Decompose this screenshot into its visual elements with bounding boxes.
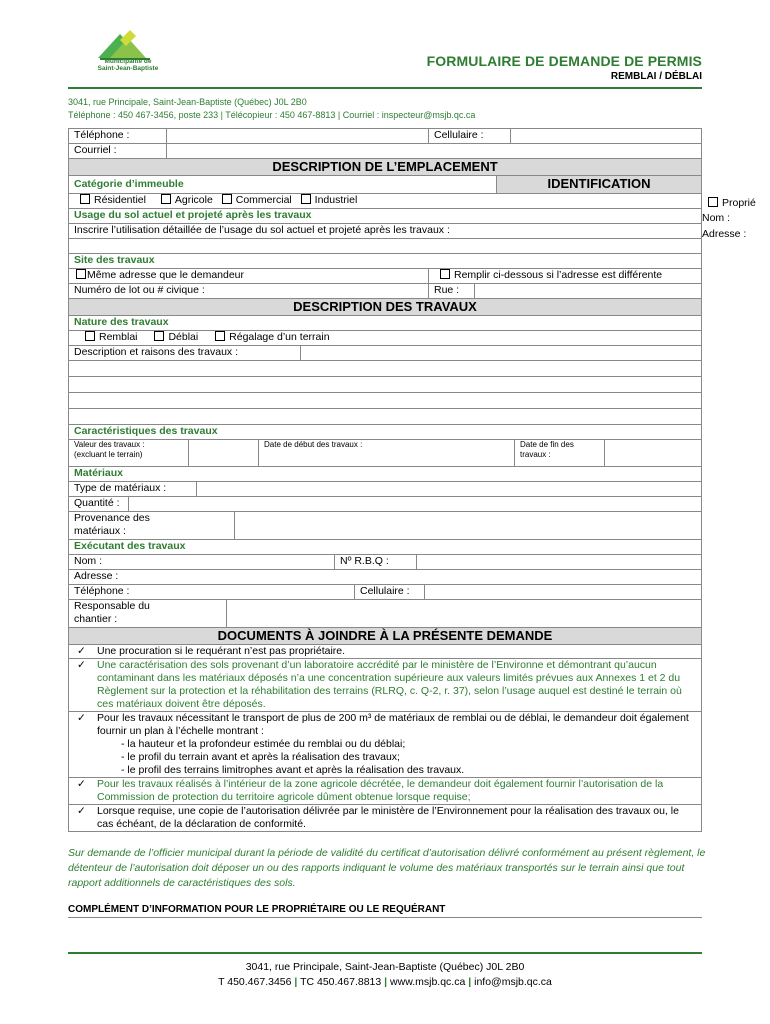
section-documents-header: DOCUMENTS À JOINDRE À LA PRÉSENTE DEMANDE <box>68 628 702 645</box>
check-icon: ✓ <box>77 778 86 790</box>
date-fin-field[interactable] <box>605 440 701 466</box>
row-responsable: Responsable du chantier : <box>68 600 702 628</box>
checkbox-regalage[interactable] <box>215 331 225 341</box>
checkbox-meme-adresse[interactable] <box>76 269 86 279</box>
quantite-field[interactable] <box>129 497 701 511</box>
form-title: FORMULAIRE DE DEMANDE DE PERMIS <box>426 53 702 69</box>
description-line-2[interactable] <box>68 361 702 377</box>
section-emplacement-header: DESCRIPTION DE L’EMPLACEMENT <box>68 159 702 176</box>
doc-item-caracterisation: ✓ Une caractérisation des sols provenant d’un laboratoire accrédité par le ministère de l’Environne et démontrant qu’aucun contaminant dans les matériaux déposés n’a une concentration supérieure aux valeurs limités prévues aux Annexes 1 et 2 du Règlement sur la protection et la réhabilitation des terrains (RLRQ, c. Q-2, r. 37), selon l’usage auquel est destiné le terrain où ces matériaux doivent être déposés. <box>68 659 702 712</box>
checkbox-proprietaire[interactable] <box>708 197 718 207</box>
row-nature-title: Nature des travaux <box>68 316 702 331</box>
responsable-field[interactable] <box>227 600 701 627</box>
email-link[interactable]: info@msjb.qc.ca <box>474 976 552 988</box>
header-divider <box>68 87 702 89</box>
footer: 3041, rue Principale, Saint-Jean-Baptiste (Québec) J0L 2B0 T 450.467.3456 | TC 450.467.8813 | www.msjb.qc.ca | info@msjb.qc.ca <box>218 961 552 988</box>
telephone-field[interactable] <box>167 129 429 143</box>
cellulaire-field[interactable] <box>511 129 701 143</box>
usage-field[interactable] <box>68 239 702 254</box>
side-proprietaire: Proprié <box>702 197 756 209</box>
row-description: Description et raisons des travaux : <box>68 346 702 361</box>
row-site-options: Même adresse que le demandeur Remplir ci-dessous si l’adresse est différente <box>68 269 702 284</box>
row-materiaux-title: Matériaux <box>68 467 702 482</box>
checkbox-deblai[interactable] <box>154 331 164 341</box>
logo-text: Municipalité de Saint-Jean-Baptiste <box>97 58 159 72</box>
rue-field[interactable] <box>475 284 701 298</box>
row-usage-text: Inscrire l’utilisation détaillée de l’usage du sol actuel et projeté après les travaux : <box>68 224 702 239</box>
form-subtitle: REMBLAI / DÉBLAI <box>610 71 702 82</box>
description-line-5[interactable] <box>68 409 702 425</box>
row-numero: Numéro de lot ou # civique : Rue : <box>68 284 702 299</box>
checkbox-agricole[interactable] <box>161 194 171 204</box>
checkbox-residentiel[interactable] <box>80 194 90 204</box>
courriel-field[interactable] <box>167 144 701 158</box>
permit-form <box>68 128 702 832</box>
check-icon: ✓ <box>77 712 86 724</box>
description-line-3[interactable] <box>68 377 702 393</box>
complement-heading: COMPLÉMENT D’INFORMATION POUR LE PROPRIÉTAIRE OU LE REQUÉRANT <box>68 904 702 918</box>
row-caracteristiques-title: Caractéristiques des travaux <box>68 425 702 440</box>
website-link[interactable]: www.msjb.qc.ca <box>390 976 466 988</box>
row-executant-nom: Nom : Nº R.B.Q : <box>68 555 702 570</box>
valeur-field[interactable] <box>189 440 259 466</box>
row-courriel: Courriel : <box>68 144 702 159</box>
description-line-4[interactable] <box>68 393 702 409</box>
type-field[interactable] <box>197 482 701 496</box>
checkbox-remplir[interactable] <box>440 269 450 279</box>
doc-item-cptaq: ✓ Pour les travaux réalisés à l’intérieur de la zone agricole décrétée, le demandeur doit également fournir l’autorisation de la Commission de protection du territoire agricole dûment obtenue lorsque requise; <box>68 778 702 805</box>
row-executant-telephone: Téléphone : Cellulaire : <box>68 585 702 600</box>
check-icon: ✓ <box>77 659 86 671</box>
row-executant-adresse: Adresse : <box>68 570 702 585</box>
side-nom: Nom : <box>702 212 731 224</box>
row-nature-options: Remblai Déblai Régalage d’un terrain <box>68 331 702 346</box>
rbq-field[interactable] <box>417 555 701 569</box>
executant-cellulaire-field[interactable] <box>425 585 701 599</box>
description-field[interactable] <box>301 346 701 360</box>
row-usage-title: Usage du sol actuel et projeté après les travaux <box>68 209 702 224</box>
identification-label: IDENTIFICATION <box>497 176 701 193</box>
doc-item-plan: ✓ Pour les travaux nécessitant le transport de plus de 200 m³ de matériaux de remblai ou de déblai, le demandeur doit également fournir un plan à l’échelle montrant : - la hauteur et la profondeur estimée du remblai ou du déblai; - le profil du terrain avant et après la réalisation des travaux; - le profil des terrains limitrophes avant et après la réalisation des travaux. <box>68 712 702 778</box>
provenance-field[interactable] <box>235 512 701 539</box>
side-adresse: Adresse : <box>702 228 747 240</box>
doc-item-environnement: ✓ Lorsque requise, une copie de l’autorisation délivrée par le ministère de l’Environnement pour la réalisation des travaux ou, le cas échéant, de la déclaration de conformité. <box>68 805 702 832</box>
row-categorie-options: Résidentiel Agricole Commercial Industriel <box>68 194 702 209</box>
row-telephone: Téléphone : Cellulaire : <box>68 128 702 144</box>
row-quantite: Quantité : <box>68 497 702 512</box>
check-icon: ✓ <box>77 805 86 817</box>
validity-note: Sur demande de l’officier municipal durant la période de validité du certificat d’autorisation délivré conformément au présent règlement, le détenteur de l’autorisation doit déposer un ou des rapports indiquant le volume des matériaux transportés sur le terrain ainsi que tout rapport additionnels de caractéristiques des sols. <box>68 847 706 889</box>
row-type: Type de matériaux : <box>68 482 702 497</box>
doc-item-procuration: ✓ Une procuration si le requérant n’est pas propriétaire. <box>68 645 702 659</box>
section-travaux-header: DESCRIPTION DES TRAVAUX <box>68 299 702 316</box>
row-caracteristiques: Valeur des travaux : (excluant le terrain) Date de début des travaux : Date de fin des travaux : <box>68 440 702 467</box>
row-site-title: Site des travaux <box>68 254 702 269</box>
row-categorie: Catégorie d’immeuble IDENTIFICATION <box>68 176 702 194</box>
footer-divider <box>68 952 702 954</box>
checkbox-remblai[interactable] <box>85 331 95 341</box>
contact-line: Téléphone : 450 467-3456, poste 233 | Télécopieur : 450 467-8813 | Courriel : inspecteur@msjb.qc.ca <box>68 110 476 120</box>
check-icon: ✓ <box>77 645 86 657</box>
row-executant-title: Exécutant des travaux <box>68 540 702 555</box>
checkbox-commercial[interactable] <box>222 194 232 204</box>
checkbox-industriel[interactable] <box>301 194 311 204</box>
row-provenance: Provenance des matériaux : <box>68 512 702 540</box>
address-line: 3041, rue Principale, Saint-Jean-Baptiste (Québec) J0L 2B0 <box>68 97 307 107</box>
